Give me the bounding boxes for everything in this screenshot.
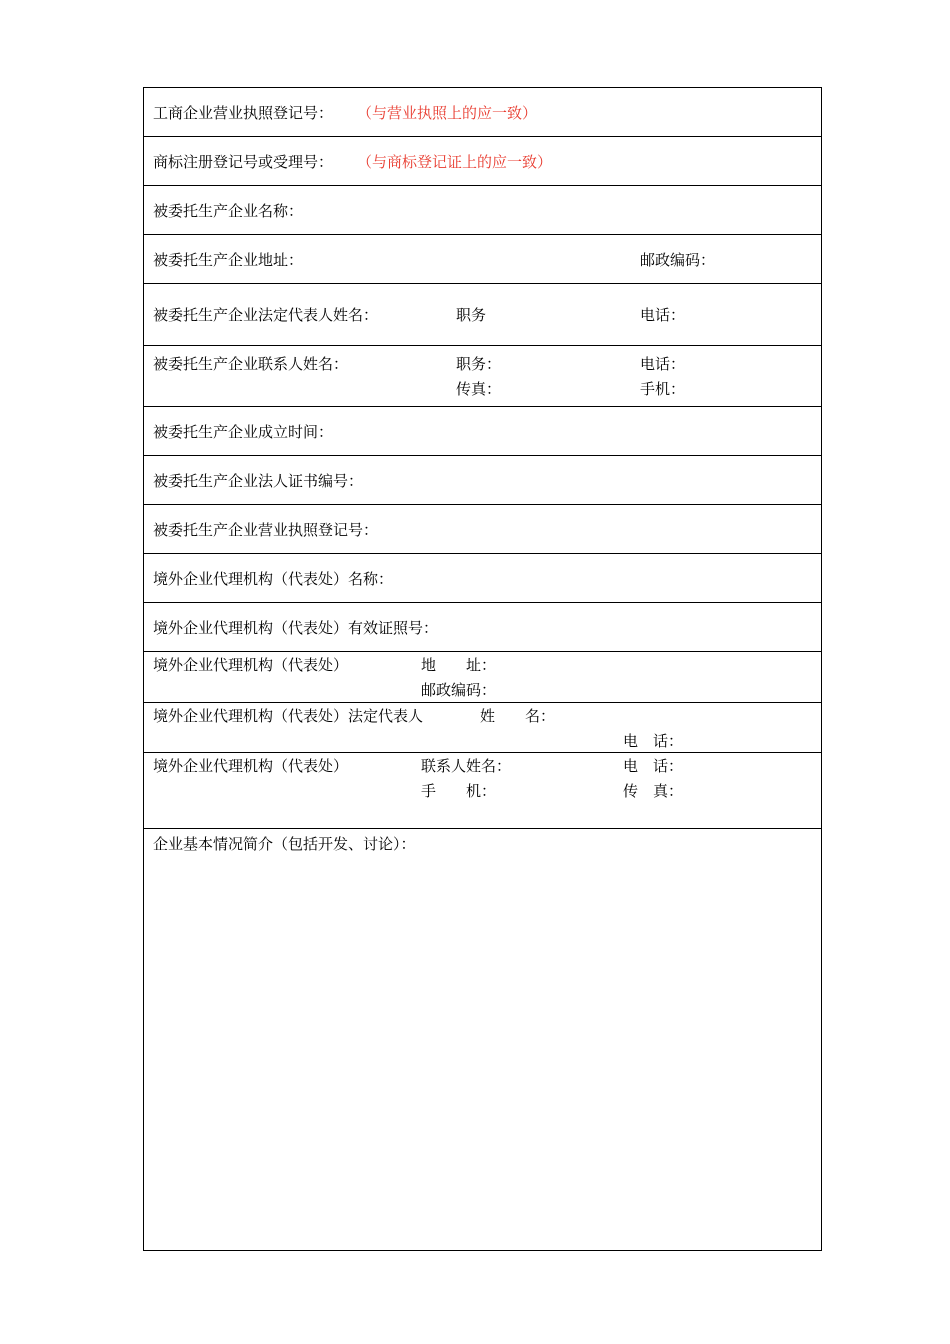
row-agency-address xyxy=(144,652,821,703)
row-business-license xyxy=(144,88,821,137)
agency-address-field-label: 地 址： xyxy=(421,656,497,674)
registration-form xyxy=(143,87,822,1251)
agency-address-label: 境外企业代理机构（代表处） xyxy=(153,656,349,674)
entrusted-name-label: 被委托生产企业名称： xyxy=(153,202,304,220)
legal-rep-position-label: 职务 xyxy=(456,306,487,324)
established-label: 被委托生产企业成立时间： xyxy=(153,423,334,441)
contact-phone-label: 电话： xyxy=(640,355,686,373)
agency-contact-phone-label: 电 话： xyxy=(623,757,684,775)
agency-contact-fax-label: 传 真： xyxy=(623,782,684,800)
agency-contact-label: 境外企业代理机构（代表处） xyxy=(153,757,349,775)
row-established xyxy=(144,407,821,456)
agency-contact-mobile-label: 手 机： xyxy=(421,782,497,800)
contact-label: 被委托生产企业联系人姓名： xyxy=(153,355,349,373)
row-agency-name xyxy=(144,554,821,603)
profile-label: 企业基本情况简介（包括开发、讨论）： xyxy=(153,835,416,853)
contact-fax-label: 传真： xyxy=(456,380,502,398)
row-entrusted-license xyxy=(144,505,821,554)
agency-name-label: 境外企业代理机构（代表处）名称： xyxy=(153,570,394,588)
agency-postcode-label: 邮政编码： xyxy=(421,681,497,699)
legal-rep-label: 被委托生产企业法定代表人姓名： xyxy=(153,306,379,324)
row-entrusted-address xyxy=(144,235,821,284)
row-profile xyxy=(144,829,821,1250)
trademark-label: 商标注册登记号或受理号： xyxy=(153,153,334,171)
business-license-label: 工商企业营业执照登记号： xyxy=(153,104,334,122)
row-agency-cert xyxy=(144,603,821,652)
entrusted-license-label: 被委托生产企业营业执照登记号： xyxy=(153,521,379,539)
legal-rep-phone-label: 电话： xyxy=(640,306,686,324)
legal-cert-label: 被委托生产企业法人证书编号： xyxy=(153,472,364,490)
row-entrusted-name xyxy=(144,186,821,235)
row-legal-cert xyxy=(144,456,821,505)
row-trademark xyxy=(144,137,821,186)
business-license-note: （与营业执照上的应一致） xyxy=(357,104,538,122)
trademark-note: （与商标登记证上的应一致） xyxy=(357,153,553,171)
row-contact xyxy=(144,346,821,407)
entrusted-address-label: 被委托生产企业地址： xyxy=(153,251,304,269)
contact-position-label: 职务： xyxy=(456,355,502,373)
row-agency-legal xyxy=(144,703,821,753)
row-legal-rep xyxy=(144,284,821,346)
agency-cert-label: 境外企业代理机构（代表处）有效证照号： xyxy=(153,619,439,637)
contact-mobile-label: 手机： xyxy=(640,380,686,398)
agency-legal-phone-label: 电 话： xyxy=(623,732,684,750)
entrusted-postcode-label: 邮政编码： xyxy=(640,251,716,269)
agency-legal-label: 境外企业代理机构（代表处）法定代表人 xyxy=(153,707,424,725)
agency-legal-name-label: 姓 名： xyxy=(480,707,556,725)
row-agency-contact xyxy=(144,753,821,829)
agency-contact-name-label: 联系人姓名： xyxy=(421,757,512,775)
